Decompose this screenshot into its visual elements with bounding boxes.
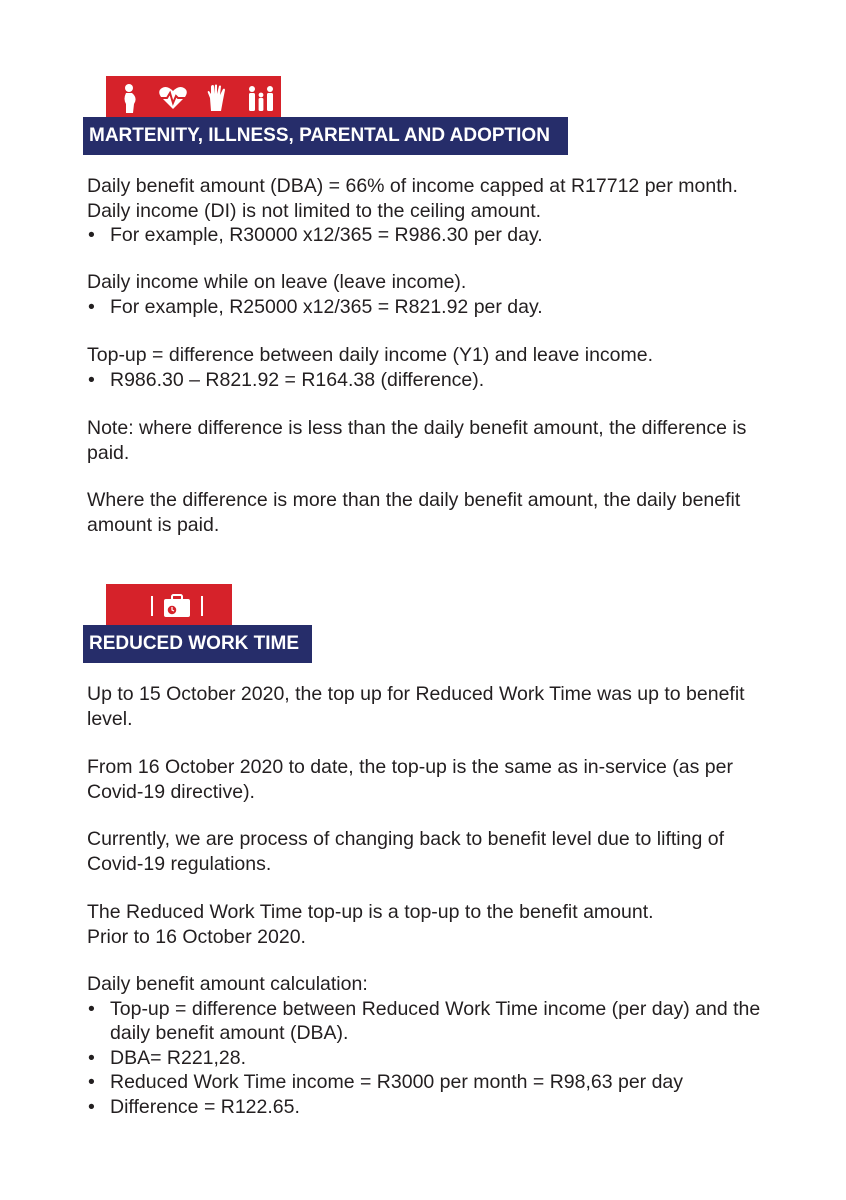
maternity-content (87, 174, 767, 248)
paragraph-line: Daily income (DI) is not limited to the ceiling amount. (87, 199, 542, 222)
paragraph-line: Note: where difference is less than the daily benefit amount, the difference is paid. (87, 417, 747, 464)
reduced-work-content (87, 755, 767, 804)
pregnant-woman-icon (120, 83, 140, 113)
paragraph-line: From 16 October 2020 to date, the top-up is the same as in-service (as per Covid-19 directive). (87, 756, 733, 803)
maternity-content (87, 343, 767, 392)
reduced-work-content (87, 972, 767, 1119)
paragraph-line: Daily benefit amount (DBA) = 66% of income capped at R17712 per month. (87, 175, 738, 197)
reduced-work-content (87, 827, 767, 876)
bullet-list (87, 368, 767, 393)
maternity-content (87, 270, 767, 319)
list-item: • Top-up = difference between Reduced Work Time income (per day) and the daily benefit amount (DBA). (87, 997, 767, 1046)
bullet-list (87, 997, 767, 1120)
raised-hand-icon (206, 84, 228, 112)
paragraph-line: Where the difference is more than the daily benefit amount, the daily benefit amount is paid. (87, 489, 741, 536)
list-item: • R986.30 – R821.92 = R164.38 (difference). (87, 368, 767, 393)
reduced-work-content (87, 682, 767, 731)
list-item: • For example, R25000 x12/365 = R821.92 per day. (87, 295, 767, 320)
list-item: • Reduced Work Time income = R3000 per month = R98,63 per day (87, 1070, 767, 1095)
heart-pulse-icon (158, 85, 188, 111)
paragraph-line: Top-up = difference between daily income (Y1) and leave income. (87, 344, 654, 366)
section-title-reduced-work-time: REDUCED WORK TIME (83, 625, 312, 663)
maternity-content (87, 416, 767, 465)
icon-separator (201, 596, 203, 616)
list-item: • For example, R30000 x12/365 = R986.30 per day. (87, 223, 767, 248)
paragraph-line: Prior to 16 October 2020. (87, 925, 306, 948)
paragraph-line: Daily income while on leave (leave income). (87, 271, 467, 293)
maternity-content (87, 488, 767, 537)
icon-separator (151, 596, 153, 616)
paragraph-line: Daily benefit amount calculation: (87, 973, 368, 995)
family-icon (246, 84, 276, 112)
paragraph-line: Up to 15 October 2020, the top up for Reduced Work Time was up to benefit level. (87, 683, 745, 730)
reduced-work-icons-strip (106, 584, 232, 628)
list-item: • Difference = R122.65. (87, 1095, 767, 1120)
list-item: • DBA= R221,28. (87, 1046, 767, 1071)
paragraph-line: The Reduced Work Time top-up is a top-up to the benefit amount. (87, 901, 654, 923)
briefcase-clock-icon (162, 593, 192, 619)
reduced-work-content (87, 900, 767, 949)
section-title-maternity: MARTENITY, ILLNESS, PARENTAL AND ADOPTION (83, 117, 568, 155)
bullet-list (87, 295, 767, 320)
benefit-icons-strip (106, 76, 281, 120)
bullet-list (87, 223, 767, 248)
paragraph-line: Currently, we are process of changing back to benefit level due to lifting of Covid-19 regulations. (87, 828, 724, 875)
